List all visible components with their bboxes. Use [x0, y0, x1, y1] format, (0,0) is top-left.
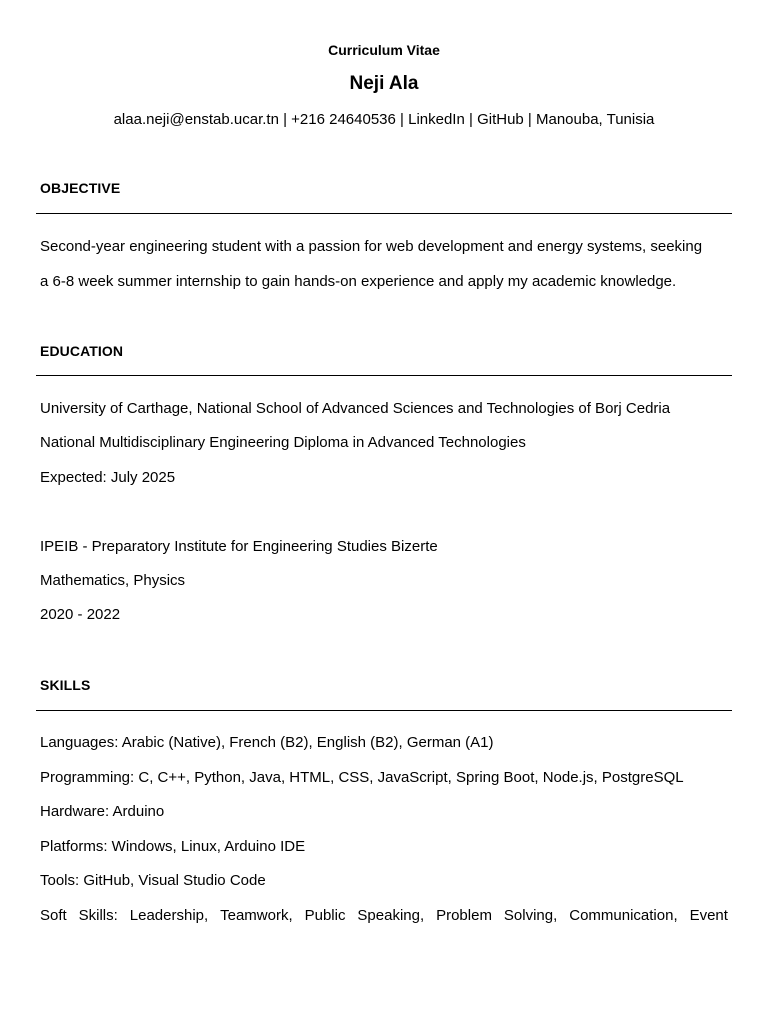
- soft-skills-word: Teamwork,: [220, 907, 293, 924]
- skill-languages: Languages: Arabic (Native), French (B2), English (B2), German (A1): [40, 734, 494, 751]
- linkedin-link[interactable]: LinkedIn: [408, 111, 465, 128]
- soft-skills-word: Leadership,: [129, 907, 209, 924]
- contact-separator: |: [278, 111, 292, 128]
- skill-hardware: Hardware: Arduino: [40, 803, 165, 820]
- education-heading: EDUCATION: [40, 343, 124, 359]
- soft-skills-word: Problem: [436, 907, 492, 924]
- education-program-1: National Multidisciplinary Engineering Diploma in Advanced Technologies: [40, 434, 526, 451]
- candidate-name: Neji Ala: [349, 73, 419, 94]
- objective-heading: OBJECTIVE: [40, 180, 121, 196]
- soft-skills-word: Communication,: [569, 907, 678, 924]
- contact-separator: |: [395, 111, 409, 128]
- skills-divider: [36, 710, 732, 711]
- contact-separator: |: [523, 111, 536, 128]
- contact-email[interactable]: alaa.neji@enstab.ucar.tn: [113, 111, 279, 128]
- contact-separator: |: [464, 111, 478, 128]
- contact-phone: +216 24640536: [291, 111, 396, 128]
- github-link[interactable]: GitHub: [477, 111, 524, 128]
- objective-line-1: Second-year engineering student with a passion for web development and energy systems, seeking: [40, 238, 703, 255]
- education-divider: [36, 375, 732, 376]
- objective-line-2: a 6-8 week summer internship to gain hands-on experience and apply my academic knowledge.: [40, 273, 677, 290]
- education-institution-2: IPEIB - Preparatory Institute for Engineering Studies Bizerte: [40, 538, 438, 555]
- soft-skills-word: Public: [304, 907, 346, 924]
- education-date-2: 2020 - 2022: [40, 606, 121, 623]
- skill-soft-skills: [40, 906, 728, 926]
- skill-platforms: Platforms: Windows, Linux, Arduino IDE: [40, 838, 306, 855]
- education-program-2: Mathematics, Physics: [40, 572, 186, 589]
- contact-line: [0, 110, 768, 130]
- document-title: Curriculum Vitae: [328, 42, 440, 58]
- skills-heading: SKILLS: [40, 677, 91, 693]
- education-date-1: Expected: July 2025: [40, 469, 176, 486]
- soft-skills-word: Solving,: [503, 907, 558, 924]
- education-institution-1: University of Carthage, National School of Advanced Sciences and Technologies of Borj Cedria: [40, 400, 671, 417]
- soft-skills-word: Skills:: [78, 907, 118, 924]
- skill-programming: Programming: C, C++, Python, Java, HTML, CSS, JavaScript, Spring Boot, Node.js, PostgreSQL: [40, 769, 684, 786]
- soft-skills-word: Speaking,: [357, 907, 425, 924]
- contact-location: Manouba, Tunisia: [535, 111, 655, 128]
- skill-tools: Tools: GitHub, Visual Studio Code: [40, 872, 266, 889]
- soft-skills-word: Event: [689, 907, 728, 924]
- objective-divider: [36, 213, 732, 214]
- soft-skills-word: Soft: [40, 907, 67, 924]
